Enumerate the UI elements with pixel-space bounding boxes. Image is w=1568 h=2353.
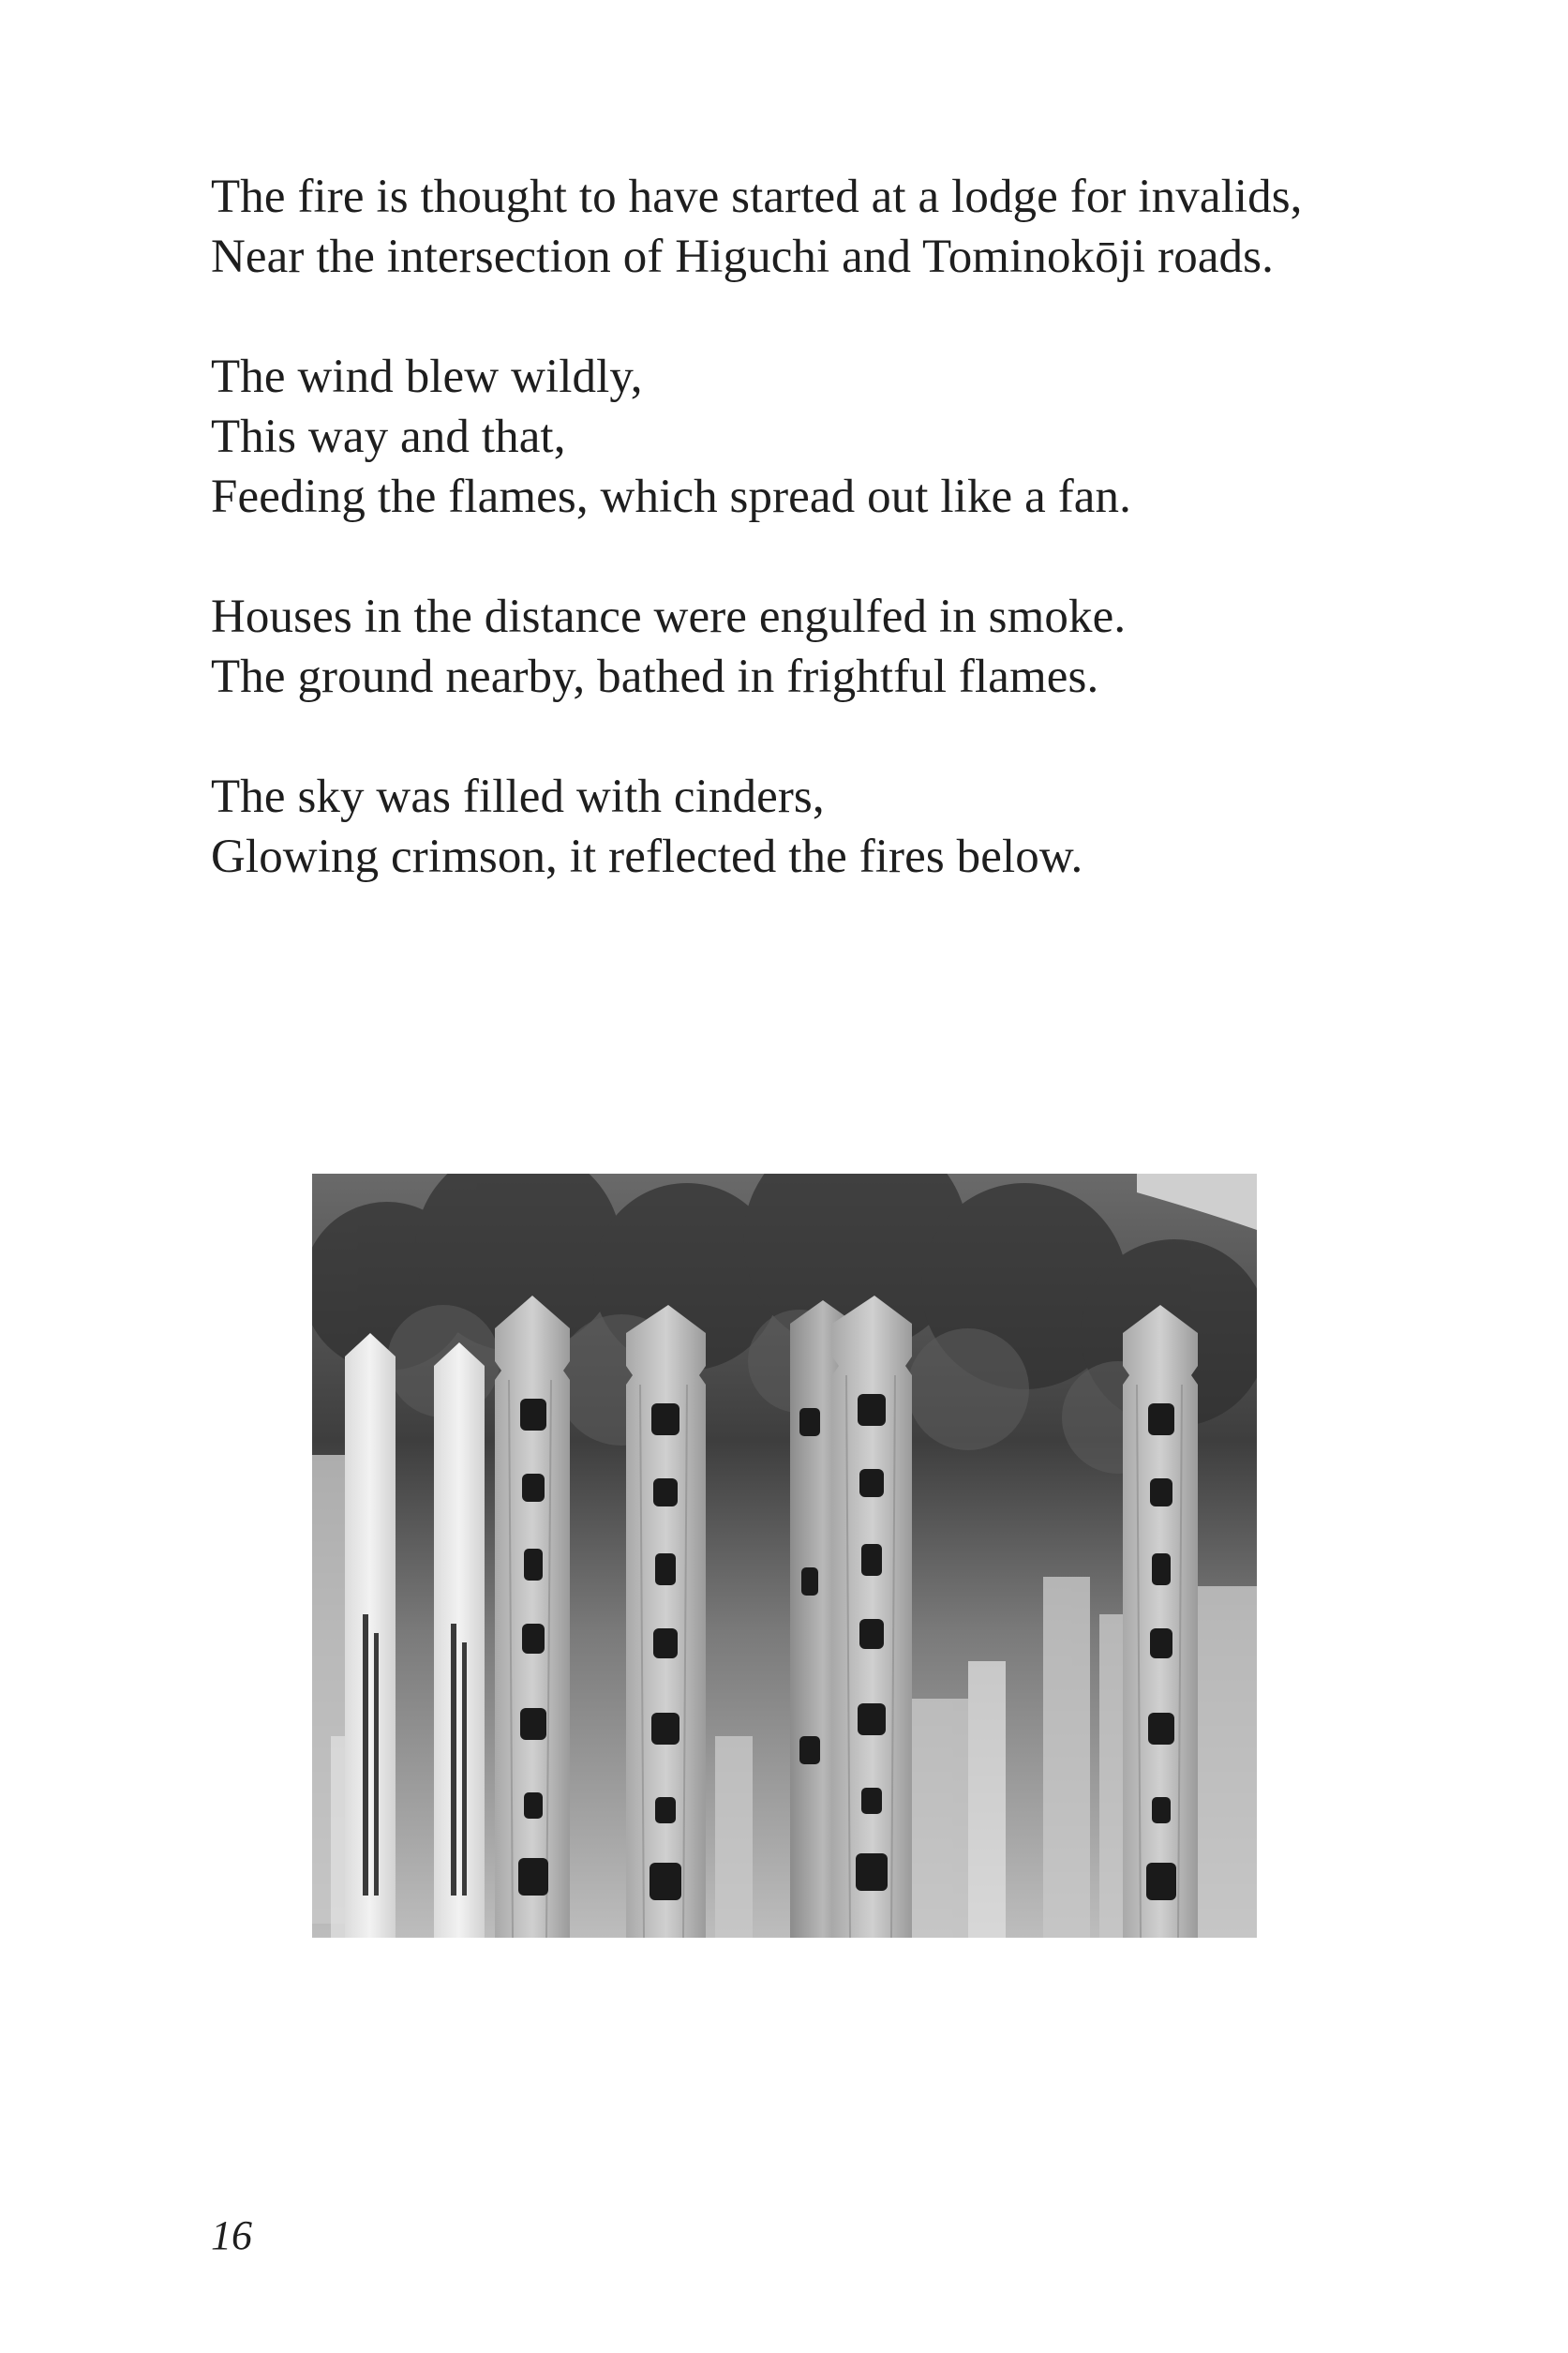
poem-line: Feeding the flames, which spread out like a fan. (211, 471, 1131, 523)
poem-line: Houses in the distance were engulfed in smoke. (211, 591, 1127, 643)
stanza-2 (211, 347, 1411, 527)
poem-line: The sky was filled with cinders, (211, 771, 825, 823)
poem-line: The wind blew wildly, (211, 351, 643, 403)
page-number: 16 (211, 2212, 252, 2258)
wooden-grave-markers-photo (312, 1174, 1257, 1938)
poem-line: The ground nearby, bathed in frightful flames. (211, 651, 1099, 703)
stanza-4 (211, 767, 1411, 887)
poem-line: This way and that, (211, 411, 566, 463)
stanza-1 (211, 167, 1411, 287)
poem-line: Glowing crimson, it reflected the fires below. (211, 831, 1083, 883)
poem-line: The fire is thought to have started at a lodge for invalids, (211, 171, 1303, 223)
stanza-3 (211, 587, 1411, 707)
poem-line: Near the intersection of Higuchi and Tominokōji roads. (211, 231, 1274, 283)
photo-illustration (312, 1174, 1257, 1938)
poem-text (211, 167, 1411, 947)
